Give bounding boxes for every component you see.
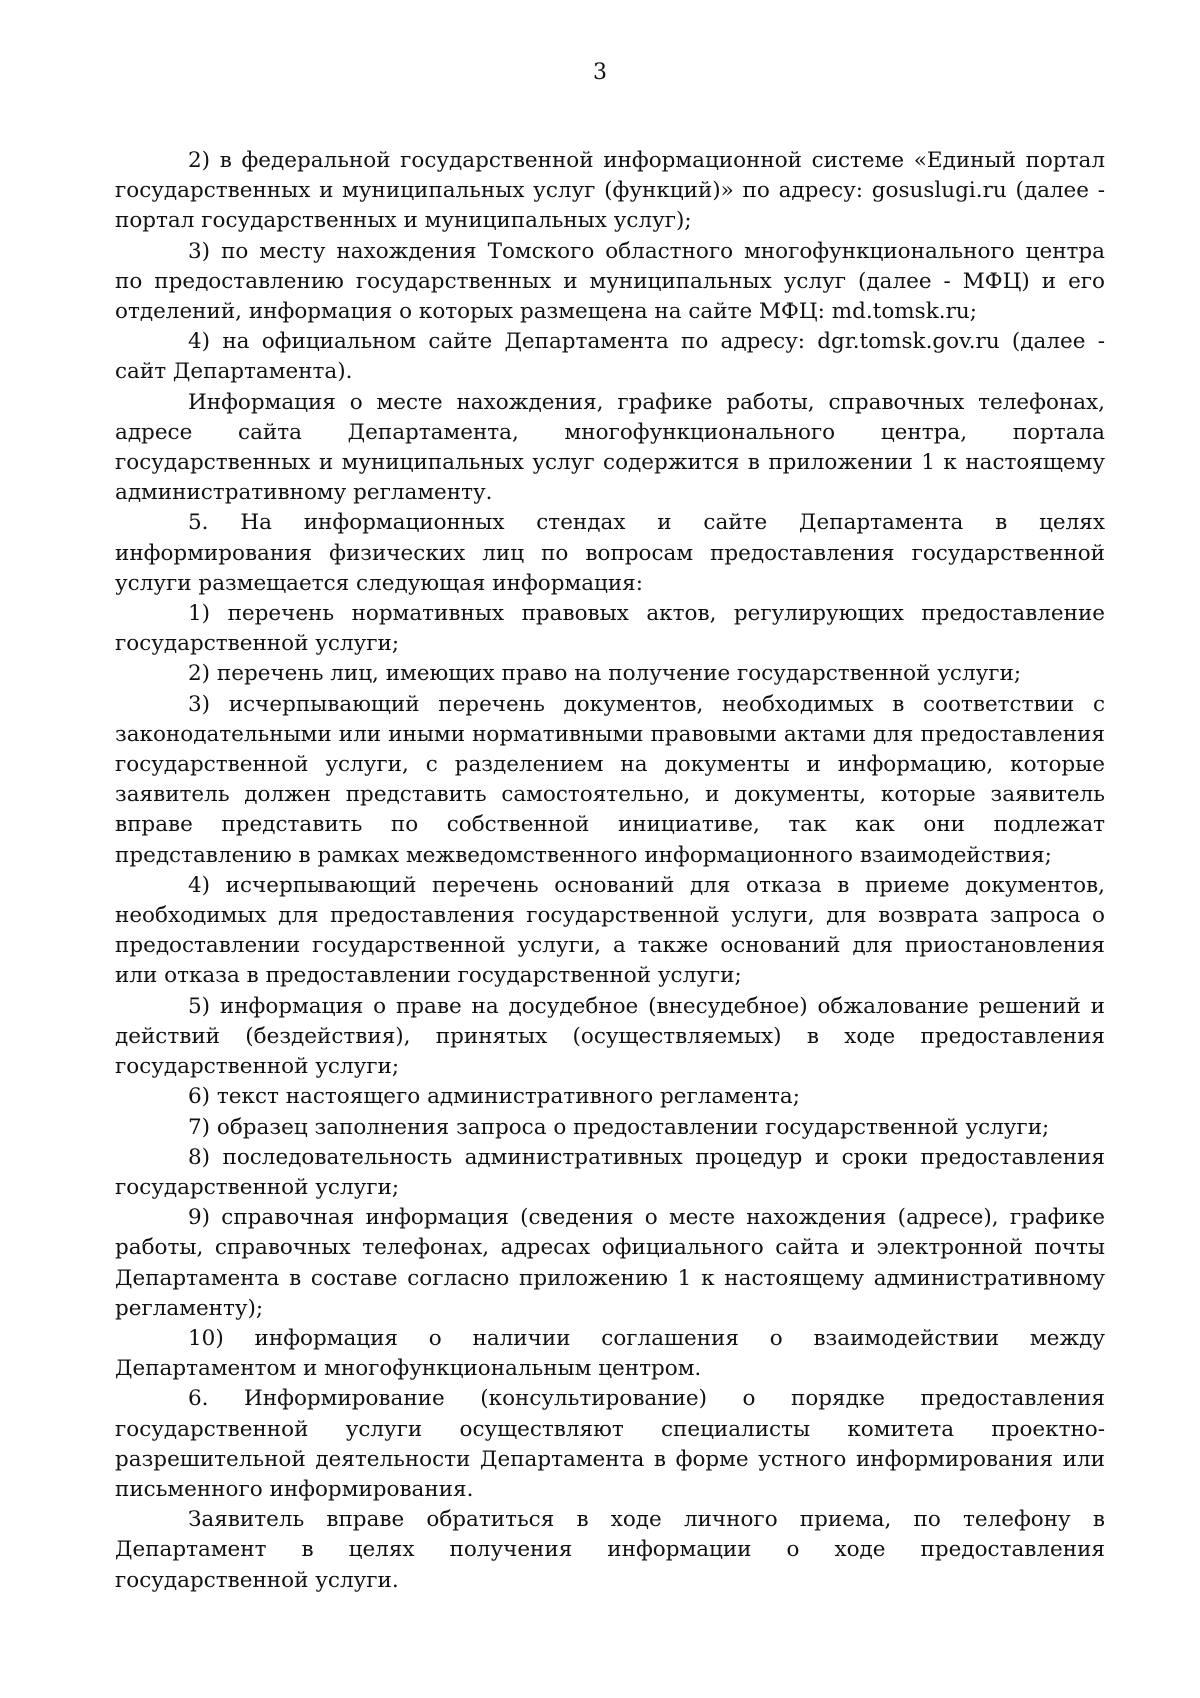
list-item-2: 2) перечень лиц, имеющих право на получение государственной услуги;	[188, 661, 1022, 687]
list-item-1: 1) перечень нормативных правовых актов, регулирующих предоставление государственной услуги;	[115, 601, 1105, 657]
document-body	[115, 146, 1105, 1596]
paragraph-department-site: 4) на официальном сайте Департамента по адресу: dgr.tomsk.gov.ru (далее - сайт Департамента).	[115, 329, 1105, 385]
list-item-4: 4) исчерпывающий перечень оснований для отказа в приеме документов, необходимых для предоставления государственной услуги, для возврата запроса о предоставлении государственной услуги, а также оснований для приостановления или отказа в предоставлении государственной услуги;	[115, 872, 1105, 989]
paragraph-section-6: 6. Информирование (консультирование) о порядке предоставления государственной услуги осуществляют специалисты комитета проектно-разрешительной деятельности Департамента в форме устного информирования или письменного информирования.	[115, 1386, 1105, 1502]
list-item-10: 10) информация о наличии соглашения о взаимодействии между Департаментом и многофункциональным центром.	[115, 1325, 1105, 1382]
list-item-8: 8) последовательность административных процедур и сроки предоставления государственной услуги;	[115, 1144, 1105, 1200]
paragraph-mfc-location: 3) по месту нахождения Томского областного многофункционального центра по предоставлению государственных и муниципальных услуг (далее - МФЦ) и его отделений, информация о которых размещена на сайте МФЦ: md.tomsk.ru;	[115, 238, 1105, 325]
list-item-5: 5) информация о праве на досудебное (внесудебное) обжалование решений и действий (бездействия), принятых (осуществляемых) в ходе предоставления государственной услуги;	[115, 993, 1105, 1080]
paragraph-contact-info: Информация о месте нахождения, графике работы, справочных телефонах, адресе сайта Департамента, многофункционального центра, портала государственных и муниципальных услуг содержится в приложении 1 к настоящему административному регламенту.	[115, 389, 1105, 506]
paragraph-gosuslugi-portal: 2) в федеральной государственной информационной системе «Единый портал государственных и муниципальных услуг (функций)» по адресу: gosuslugi.ru (далее - портал государственных и муниципальных услуг);	[115, 148, 1105, 234]
list-item-7: 7) образец заполнения запроса о предоставлении государственной услуги;	[188, 1114, 1050, 1140]
list-item-6: 6) текст настоящего административного регламента;	[188, 1084, 800, 1110]
list-item-9: 9) справочная информация (сведения о месте нахождения (адресе), графике работы, справочных телефонах, адресах официального сайта и электронной почты Департамента в составе согласно приложению 1 к настоящему административному регламенту);	[115, 1205, 1105, 1321]
page-number: 3	[593, 60, 607, 85]
paragraph-applicant-inquiry: Заявитель вправе обратиться в ходе личного приема, по телефону в Департамент в целях получения информации о ходе предоставления государственной услуги.	[115, 1507, 1105, 1593]
list-item-3: 3) исчерпывающий перечень документов, необходимых в соответствии с законодательными или иными нормативными правовыми актами для предоставления государственной услуги, с разделением на документы и информацию, которые заявитель должен представить самостоятельно, и документы, которые заявитель вправе представить по собственной инициативе, так как они подлежат представлению в рамках межведомственного информационного взаимодействия;	[115, 691, 1105, 868]
paragraph-section-5: 5. На информационных стендах и сайте Департамента в целях информирования физических лиц по вопросам предоставления государственной услуги размещается следующая информация:	[115, 510, 1105, 596]
